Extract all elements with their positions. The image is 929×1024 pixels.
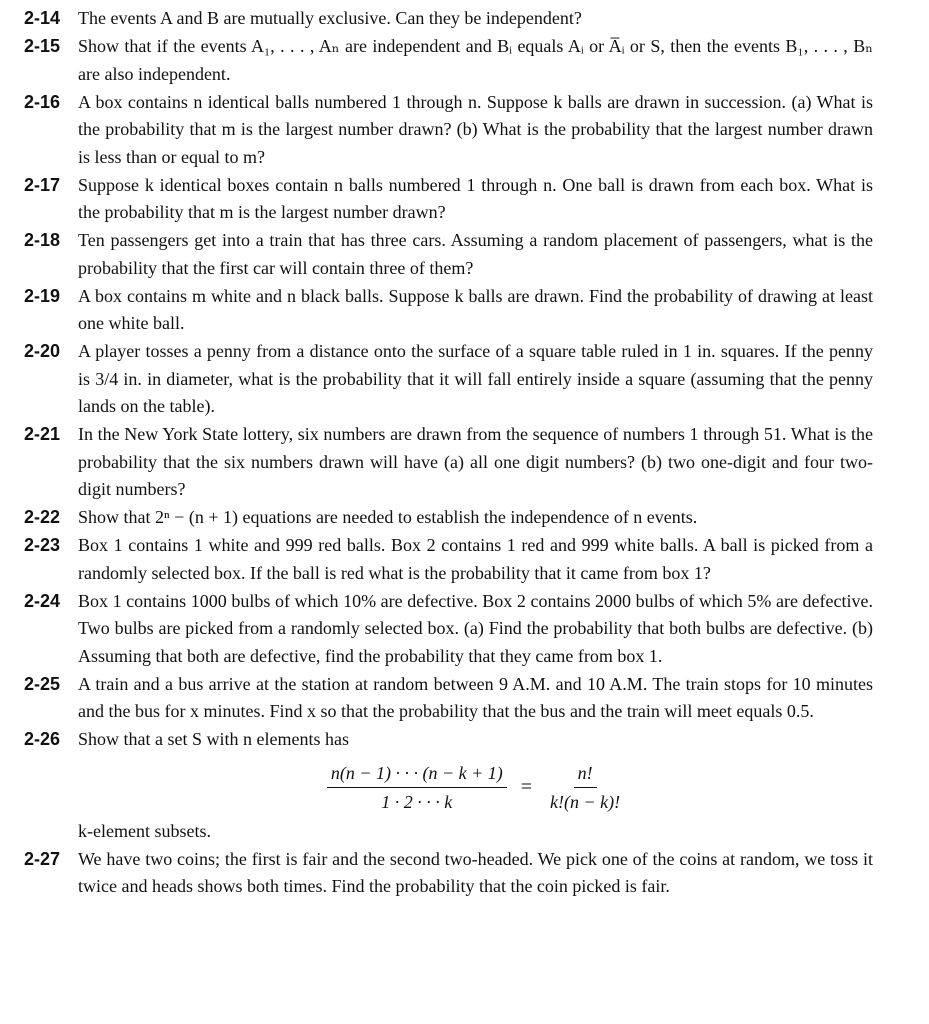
- problem-text: The events A and B are mutually exclusive. Can they be independent?: [78, 8, 582, 28]
- problem-2-16: [0, 89, 929, 172]
- problem-2-22: [0, 504, 929, 532]
- problem-number: 2-27: [24, 848, 61, 869]
- rhs-numerator: n!: [574, 762, 597, 788]
- problem-number: 2-23: [24, 535, 61, 555]
- problem-number: 2-21: [24, 424, 61, 444]
- problem-number: 2-15: [24, 36, 61, 56]
- problem-2-19: [0, 283, 929, 338]
- problem-2-23: [0, 532, 929, 587]
- problem-2-24: [0, 588, 929, 671]
- problem-2-17: [0, 172, 929, 227]
- problem-number: 2-19: [24, 285, 61, 306]
- binomial-formula: [78, 758, 873, 818]
- problem-2-14: [0, 5, 929, 33]
- problem-2-21: [0, 421, 929, 504]
- problem-2-20: [0, 338, 929, 421]
- problem-number: 2-17: [24, 174, 61, 195]
- problem-text: A box contains m white and n black balls. Suppose k balls are drawn. Find the probability of drawing at least one white ball.: [78, 285, 873, 333]
- problem-text: We have two coins; the first is fair and the second two-headed. We pick one of the coins at random, we toss it twice and heads shows both times. Find the probability that the coin picked is fair.: [78, 848, 873, 896]
- problem-text: A train and a bus arrive at the station at random between 9 A.M. and 10 A.M. The train stops for 10 minutes and the bus for x minutes. Find x so that the probability that the bus and the train will meet equals 0.5.: [78, 673, 873, 721]
- problem-2-18: [0, 227, 929, 282]
- formula-continuation: k-element subsets.: [78, 820, 211, 841]
- rhs-denominator: k!(n − k)!: [550, 792, 621, 812]
- problem-text: A box contains n identical balls numbered 1 through n. Suppose k balls are drawn in succession. (a) What is the probability that m is the largest number drawn? (b) What is the probability that the largest number drawn is less than or equal to m?: [78, 91, 873, 167]
- problem-number: 2-14: [24, 8, 61, 28]
- problem-text: Suppose k identical boxes contain n balls numbered 1 through n. One ball is drawn from each box. What is the probability that m is the largest number drawn?: [78, 174, 873, 222]
- problem-text: Box 1 contains 1000 bulbs of which 10% are defective. Box 2 contains 2000 bulbs of which 5% are defective. Two bulbs are picked from a randomly selected box. (a) Find the probability that both bulbs are defective. (b) Assuming that both are defective, find the probability that they came from box 1.: [78, 590, 873, 666]
- problem-text: Box 1 contains 1 white and 999 red balls. Box 2 contains 1 red and 999 white balls. A ball is picked from a randomly selected box. If the ball is red what is the probability that it came from box 1?: [78, 535, 873, 583]
- rhs-fraction: [546, 762, 624, 813]
- problem-number: 2-25: [24, 673, 61, 694]
- lhs-denominator: 1 · 2 · · · k: [381, 792, 453, 812]
- problem-number: 2-26: [24, 729, 61, 749]
- problem-text: Show that if the events A₁, . . . , Aₙ are independent and Bᵢ equals Aᵢ or A̅ᵢ or S, then the events B₁, . . . , Bₙ are also independent.: [78, 36, 873, 84]
- problem-2-15: [0, 33, 929, 88]
- problem-number: 2-24: [24, 590, 61, 611]
- problem-text: Show that a set S with n elements has: [78, 729, 349, 749]
- problem-number: 2-20: [24, 341, 61, 361]
- problem-number: 2-18: [24, 230, 61, 250]
- problem-text: Ten passengers get into a train that has three cars. Assuming a random placement of passengers, what is the probability that the first car will contain three of them?: [78, 230, 873, 278]
- problem-2-26: [0, 726, 929, 845]
- problem-text: Show that 2ⁿ − (n + 1) equations are needed to establish the independence of n events.: [78, 507, 698, 527]
- problem-number: 2-22: [24, 507, 61, 527]
- problem-2-27: [0, 846, 929, 901]
- problem-2-25: [0, 671, 929, 726]
- lhs-numerator: n(n − 1) · · · (n − k + 1): [327, 762, 507, 788]
- problem-text: In the New York State lottery, six numbers are drawn from the sequence of numbers 1 through 51. What is the probability that the six numbers drawn will have (a) all one digit numbers? (b) two one-digit and four two-digit numbers?: [78, 424, 873, 499]
- problem-number: 2-16: [24, 91, 61, 112]
- problem-text: A player tosses a penny from a distance onto the surface of a square table ruled in 1 in. squares. If the penny is 3/4 in. in diameter, what is the probability that it will fall entirely inside a square (assuming that the penny lands on the table).: [78, 341, 873, 416]
- equals-sign: =: [520, 775, 533, 798]
- lhs-fraction: [327, 762, 507, 813]
